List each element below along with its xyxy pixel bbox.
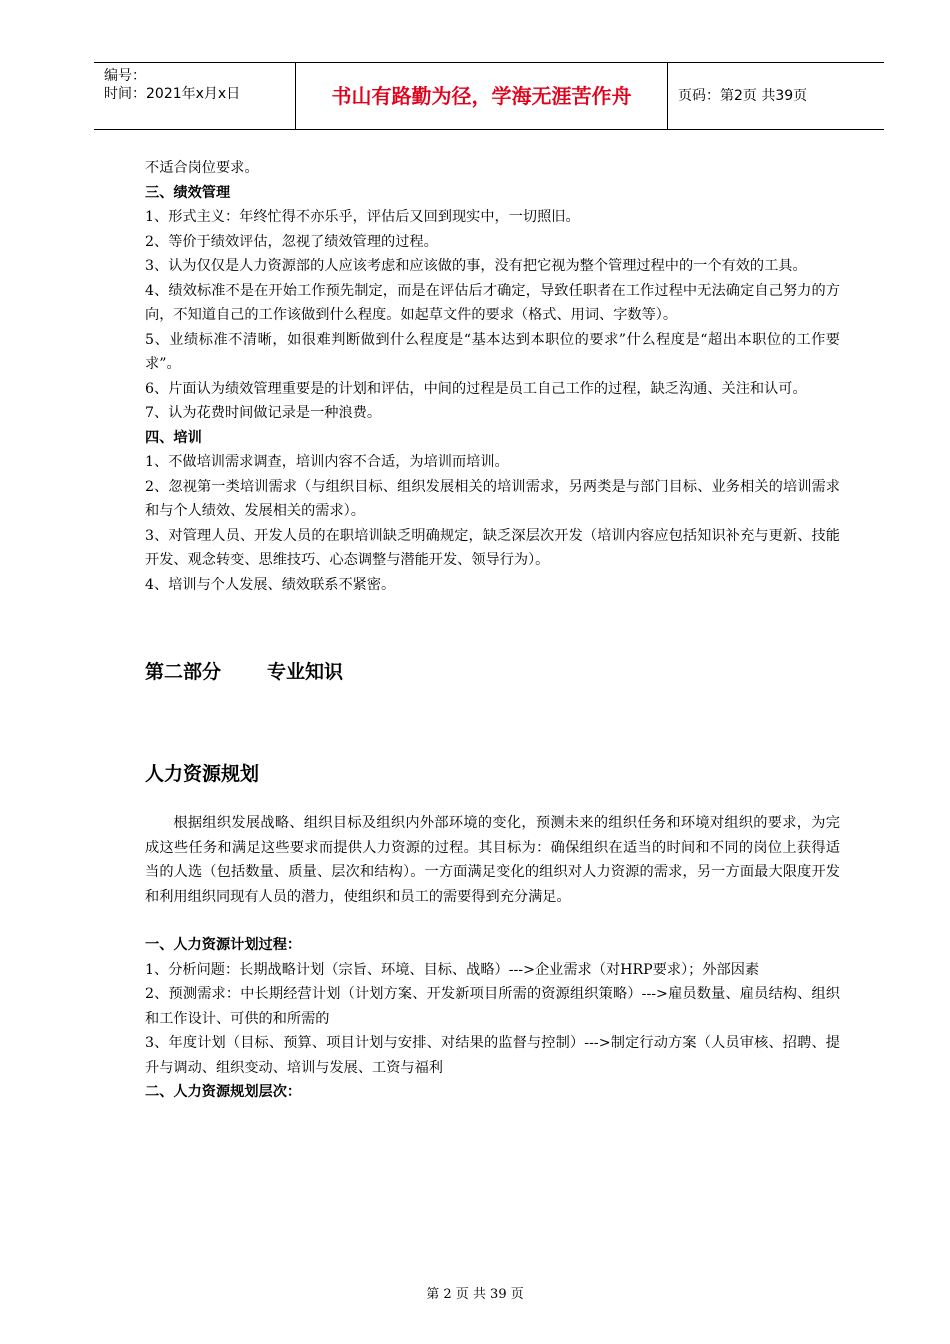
document-body xyxy=(145,156,840,1105)
list-item: 3、认为仅仅是人力资源部的人应该考虑和应该做的事，没有把它视为整个管理过程中的一个有效的工具。 xyxy=(145,258,807,274)
list-item: 1、不做培训需求调查，培训内容不合适，为培训而培训。 xyxy=(145,454,509,470)
list-item: 6、片面认为绩效管理重要是的计划和评估，中间的过程是员工自己工作的过程，缺乏沟通、关注和认可。 xyxy=(145,380,807,397)
part-label: 第二部分 xyxy=(145,661,222,683)
list-item: 4、绩效标准不是在开始工作预先制定，而是在评估后才确定，导致任职者在工作过程中无法确定自己努力的方向，不知道自己的工作该做到什么程度。如起草文件的要求（格式、用词、字数等）。 xyxy=(145,282,840,323)
list-item: 7、认为花费时间做记录是一种浪费。 xyxy=(145,405,382,421)
chapter-title: 人力资源规划 xyxy=(145,763,260,785)
list-item: 2、预测需求：中长期经营计划（计划方案、开发新项目所需的资源组织策略）--->雇员数量、雇员结构、组织和工作设计、可供的和所需的 xyxy=(145,986,840,1027)
part-heading xyxy=(145,659,840,685)
list-item: 5、业绩标准不清晰，如很难判断做到什么程度是“基本达到本职位的要求”什么程度是“超出本职位的工作要求”。 xyxy=(145,331,840,372)
page-header xyxy=(94,62,884,130)
section-heading-plan-levels: 二、人力资源规划层次： xyxy=(145,1084,302,1100)
intro-paragraph: 根据组织发展战略、组织目标及组织内外部环境的变化，预测未来的组织任务和环境对组织的要求，为完成这些任务和满足这些要求而提供人力资源的过程。其目标为：确保组织在适当的时间和不同的岗位上获得适当的人选（包括数量、质量、层次和结构）。一方面满足变化的组织对人力资源的需求，另一方面最大限度开发和利用组织同现有人员的潜力，使组织和员工的需要得到充分满足。 xyxy=(145,815,840,905)
section-heading-training: 四、培训 xyxy=(145,429,202,446)
page-footer: 第 2 页 共 39 页 xyxy=(426,1287,524,1302)
list-item: 4、培训与个人发展、绩效联系不紧密。 xyxy=(145,576,396,593)
section-heading-plan-process: 一、人力资源计划过程： xyxy=(145,937,302,953)
list-item: 2、等价于绩效评估，忽视了绩效管理的过程。 xyxy=(145,233,438,250)
part-title: 专业知识 xyxy=(267,661,344,683)
list-item: 3、年度计划（目标、预算、项目计划与安排、对结果的监督与控制）--->制定行动方案（人员审核、招聘、提升与调动、组织变动、培训与发展、工资与福利 xyxy=(145,1035,840,1076)
time-label: 时间：2021年x月x日 xyxy=(104,86,241,102)
list-item: 1、分析问题：长期战略计划（宗旨、环境、目标、战略）--->企业需求（对HRP要求）；外部因素 xyxy=(145,961,760,978)
header-meta xyxy=(94,63,295,129)
list-item: 1、形式主义：年终忙得不亦乐乎，评估后又回到现实中，一切照旧。 xyxy=(145,209,580,225)
carry-over-line: 不适合岗位要求。 xyxy=(145,160,259,176)
section-heading-performance: 三、绩效管理 xyxy=(145,184,231,201)
serial-label: 编号： xyxy=(104,68,146,84)
list-item: 2、忽视第一类培训需求（与组织目标、组织发展相关的培训需求，另两类是与部门目标、业务相关的培训需求和与个人绩效、发展相关的需求）。 xyxy=(145,478,840,519)
header-page-info: 页码：第2页 共39页 xyxy=(678,88,808,104)
list-item: 3、对管理人员、开发人员的在职培训缺乏明确规定，缺乏深层次开发（培训内容应包括知识补充与更新、技能开发、观念转变、思维技巧、心态调整与潜能开发、领导行为）。 xyxy=(145,527,840,568)
header-motto: 书山有路勤为径，学海无涯苦作舟 xyxy=(295,63,668,129)
